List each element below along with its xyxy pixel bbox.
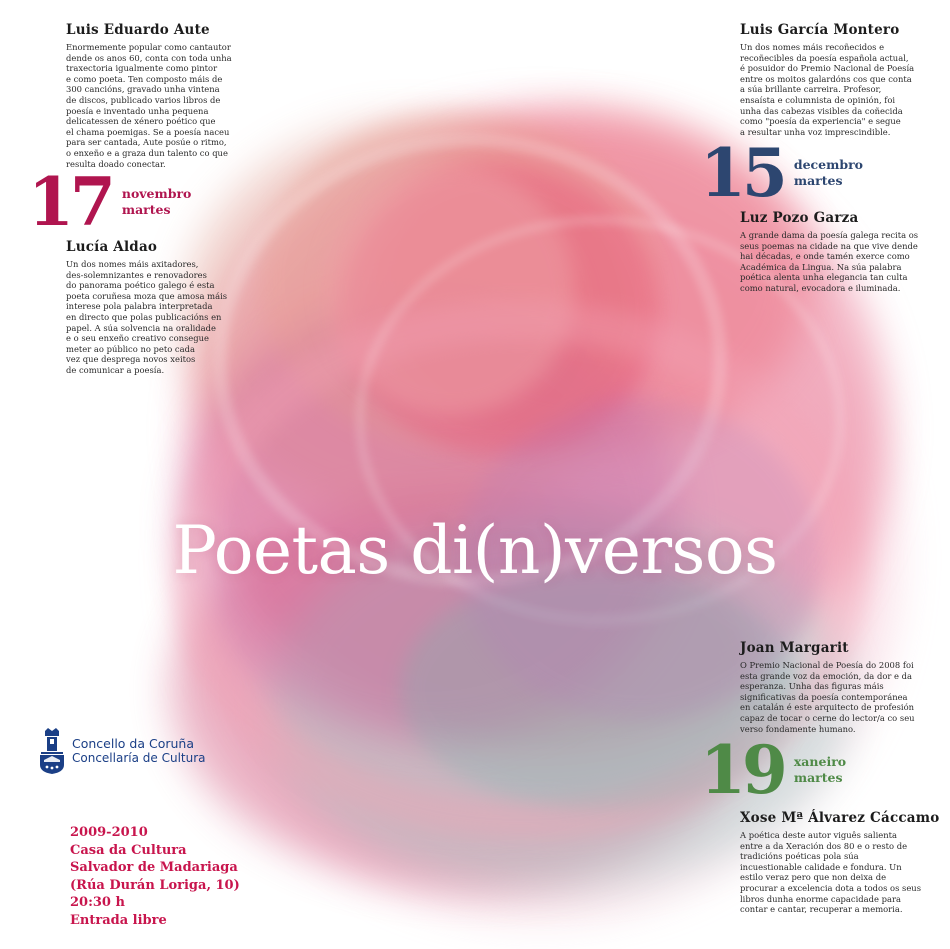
date-day: 17	[28, 163, 112, 241]
date-19-january	[700, 731, 847, 809]
date-month: novembro	[121, 186, 192, 201]
logo-line-2: Concellaría de Cultura	[72, 751, 206, 765]
poet-block-pozo-garza	[740, 210, 945, 294]
date-17-november	[28, 163, 192, 241]
poet-name: Lucía Aldao	[66, 239, 158, 255]
date-15-december	[700, 134, 864, 212]
venue-season: 2009-2010	[70, 825, 148, 840]
poet-bio: Un dos nomes máis recoñecidos e recoñecibles da poesía española actual, é posuidor do Premio Nacional de Poesía entre os moitos galardóns cos que conta a súa brillante carreira. Profesor, ensaísta e columnista de opinión, foi unha das cabezas visibles da coñecida como "poesía da experiencia" e segue a resultar unha voz imprescindible.	[740, 42, 915, 137]
poet-name: Luz Pozo Garza	[740, 210, 859, 226]
venue-info	[70, 824, 240, 929]
poet-name: Joan Margarit	[740, 640, 849, 656]
poet-bio: Un dos nomes máis axitadores, des-solemnizantes e renovadores do panorama poético galego é esta poeta coruñesa moza que amosa máis interese pola palabra interpretada en directo que polas publicacións en papel. A súa solvencia na oralidade e o seu enxeño creativo consegue meter ao público no peto cada vez que desprega novos xeitos de comunicar a poesía.	[66, 259, 228, 375]
venue-address: (Rúa Durán Loriga, 10)	[70, 877, 240, 893]
poster-title: Poetas di(n)versos	[172, 512, 778, 589]
poet-bio: A poética deste autor viguês salienta entre a da Xeración dos 80 e o resto de tradicións poéticas pola súa incuestionable calidade e fondura. Un estilo veraz pero que non deixa de procurar a excelencia dota a todos os seus libros dunha enorme capacidade para contar e cantar, recuperar a memoria.	[740, 830, 921, 915]
venue-time: 20:30 h	[70, 895, 125, 910]
poet-bio: O Premio Nacional de Poesía do 2008 foi esta grande voz da emoción, da dor e da esperanza. Unha das figuras máis significativas da poesía contemporánea en catalán é este arquitecto de profesión capaz de tocar o cerne do lector/a co seu verso fondamente humano.	[740, 660, 915, 734]
date-day: 19	[700, 731, 784, 809]
date-weekday: martes	[793, 770, 843, 785]
poet-name: Luis García Montero	[740, 22, 900, 38]
date-month: xaneiro	[793, 754, 847, 769]
logo-line-1: Concello da Coruña	[72, 736, 195, 751]
date-month: decembro	[793, 157, 864, 172]
poet-block-margarit	[740, 640, 945, 734]
poet-block-garcia-montero	[740, 22, 945, 137]
venue-name: Salvador de Madariaga	[70, 860, 238, 875]
venue-place: Casa da Cultura	[70, 842, 187, 858]
date-weekday: martes	[793, 173, 843, 188]
date-weekday: martes	[121, 202, 171, 217]
poet-block-alvarez-caccamo	[740, 810, 948, 915]
concello-logo	[38, 728, 206, 774]
poet-name: Luis Eduardo Aute	[66, 22, 210, 38]
coat-of-arms-icon	[38, 728, 66, 774]
poet-block-aldao	[66, 239, 266, 376]
date-day: 15	[700, 134, 784, 212]
poet-bio: A grande dama da poesía galega recita os seus poemas na cidade na que vive dende hai décadas, e onde tamén exerce como Académica da Lingua. Na súa palabra poética alenta unha elegancia tan culta como natural, evocadora e iluminada.	[740, 230, 919, 293]
poet-block-aute	[66, 22, 286, 169]
poet-bio: Enormemente popular como cantautor dende os anos 60, conta con toda unha traxectoria igualmente como pintor e como poeta. Ten composto máis de 300 cancións, gravado unha vintena de discos, publicado varios libros de poesía e inventado unha pequena delicatessen de xénero poético que el chama poemigas. Se a poesía naceu para ser cantada, Aute posúe o ritmo, o enxeño e a graza dun talento co que resulta doado conectar.	[66, 42, 232, 169]
poet-name: Xose Mª Álvarez Cáccamo	[740, 810, 940, 826]
venue-entry: Entrada libre	[70, 912, 167, 928]
